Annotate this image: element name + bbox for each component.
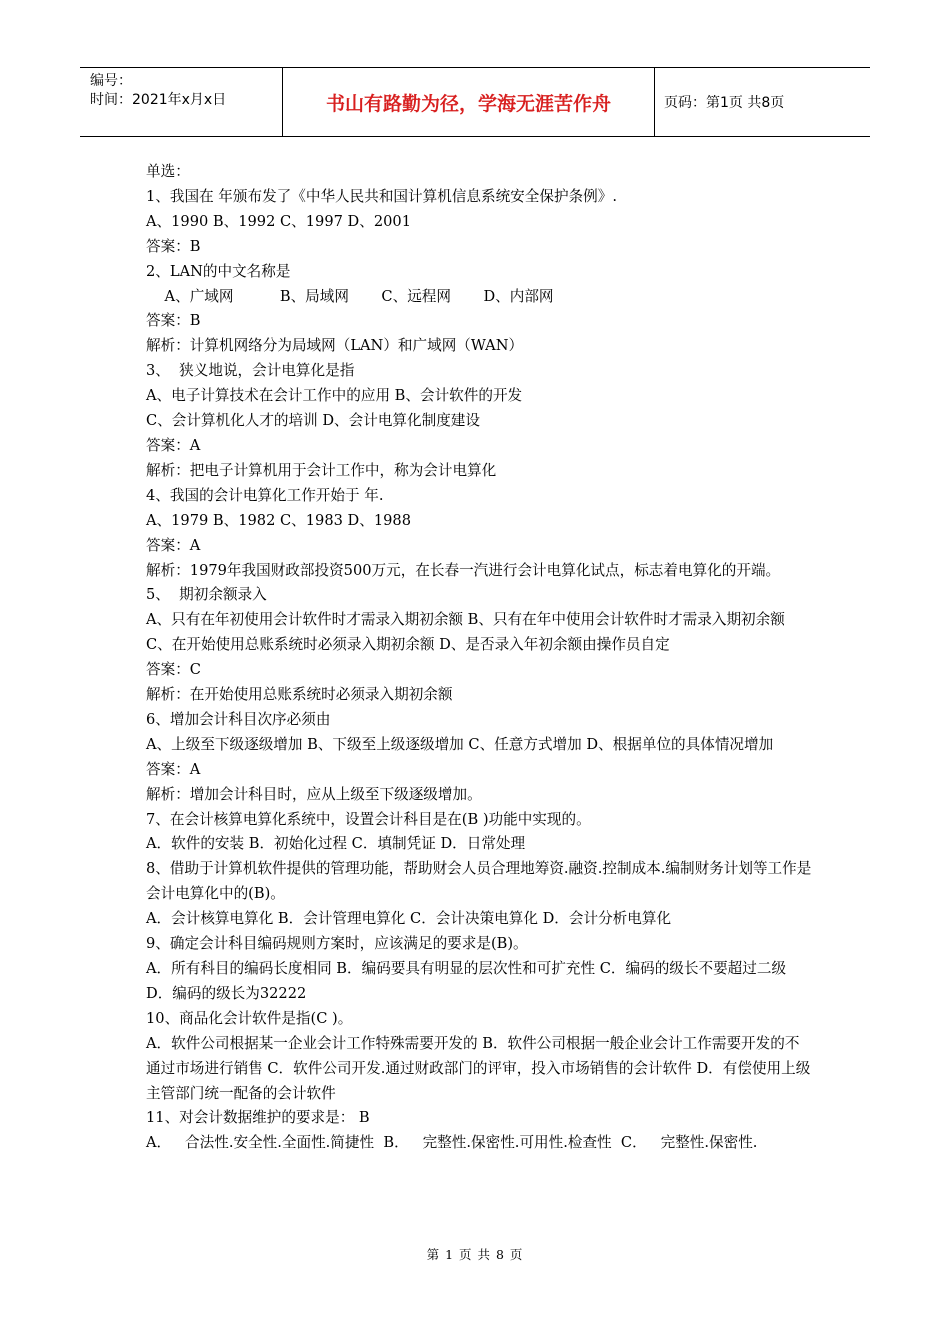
document-date-label: 时间：2021年x月x日 [90,92,227,108]
text-line: 解析：计算机网络分为局域网（LAN）和广域网（WAN） [146,337,524,355]
text-line: 答案：A [146,436,201,454]
text-line: 8、借助于计算机软件提供的管理功能，帮助财会人员合理地筹资.融资.控制成本.编制财务计划等工作是会计电算化中的(B)。 [146,860,812,903]
text-line: 答案：A [146,536,201,554]
text-line: A．软件的安装 B．初始化过程 C．填制凭证 D．日常处理 [146,835,526,853]
text-line: A、上级至下级逐级增加 B、下级至上级逐级增加 C、任意方式增加 D、根据单位的具体情况增加 [146,735,774,753]
text-line: 单选： [146,163,190,180]
text-line: A、电子计算技术在会计工作中的应用 B、会计软件的开发 [146,387,523,405]
text-line: A、1979 B、1982 C、1983 D、1988 [146,511,411,529]
document-body [146,160,812,1156]
header-meta [80,68,282,136]
page-footer: 第 1 页 共 8 页 [426,1247,524,1262]
text-line: 答案：B [146,312,201,330]
header-motto: 书山有路勤为径，学海无涯苦作舟 [282,68,655,136]
text-line: A． 合法性.安全性.全面性.简捷性 B． 完整性.保密性.可用性.检查性 C． 完整性.保密性. [146,1134,758,1152]
text-line: A、广域网 B、局域网 C、远程网 D、内部网 [146,287,554,305]
text-line: A、只有在年初使用会计软件时才需录入期初余额 B、只有在年中使用会计软件时才需录入期初余额 [146,611,785,629]
text-line: 9、确定会计科目编码规则方案时，应该满足的要求是(B)。 [146,935,528,953]
text-line: 答案：B [146,237,201,255]
text-line: 解析：把电子计算机用于会计工作中，称为会计电算化 [146,461,497,479]
text-line: 6、增加会计科目次序必须由 [146,710,331,728]
text-line: A．会计核算电算化 B．会计管理电算化 C．会计决策电算化 D．会计分析电算化 [146,910,672,928]
text-line: 解析：1979年我国财政部投资500万元，在长春一汽进行会计电算化试点，标志着电算化的开端。 [146,561,781,579]
text-line: A．所有科目的编码长度相同 B．编码要具有明显的层次性和可扩充性 C．编码的级长不要超过二级 D．编码的级长为32222 [146,960,787,1002]
text-line: A、1990 B、1992 C、1997 D、2001 [146,212,411,230]
text-line: 2、LAN的中文名称是 [146,262,291,280]
text-line: 1、我国在 年颁布发了《中华人民共和国计算机信息系统安全保护条例》. [146,187,617,205]
text-line: 答案：C [146,661,201,679]
text-line: 答案：A [146,760,201,778]
text-line: 11、对会计数据维护的要求是： B [146,1109,370,1127]
text-line: 7、在会计核算电算化系统中，设置会计科目是在(B )功能中实现的。 [146,810,591,828]
text-line: C、在开始使用总账系统时必须录入期初余额 D、是否录入年初余额由操作员自定 [146,636,670,654]
text-line: 解析：增加会计科目时，应从上级至下级逐级增加。 [146,785,482,803]
text-line: 10、商品化会计软件是指(C )。 [146,1009,353,1027]
text-line: 解析：在开始使用总账系统时必须录入期初余额 [146,686,453,704]
text-line: 4、我国的会计电算化工作开始于 年. [146,486,384,504]
header-page-number: 页码：第1页 共8页 [664,95,785,111]
document-number-label: 编号： [90,73,132,89]
page-header [80,67,870,137]
text-line: 3、 狭义地说，会计电算化是指 [146,362,355,380]
text-line: A．软件公司根据某一企业会计工作特殊需要开发的 B．软件公司根据一般企业会计工作需要开发的不通过市场进行销售 C．软件公司开发.通过财政部门的评审，投入市场销售的会计软件 D．有偿使用上级主管部门统一配备的会计软件 [146,1034,811,1102]
text-line: 5、 期初余额录入 [146,586,267,604]
text-line: C、会计算机化人才的培训 D、会计电算化制度建设 [146,412,480,430]
